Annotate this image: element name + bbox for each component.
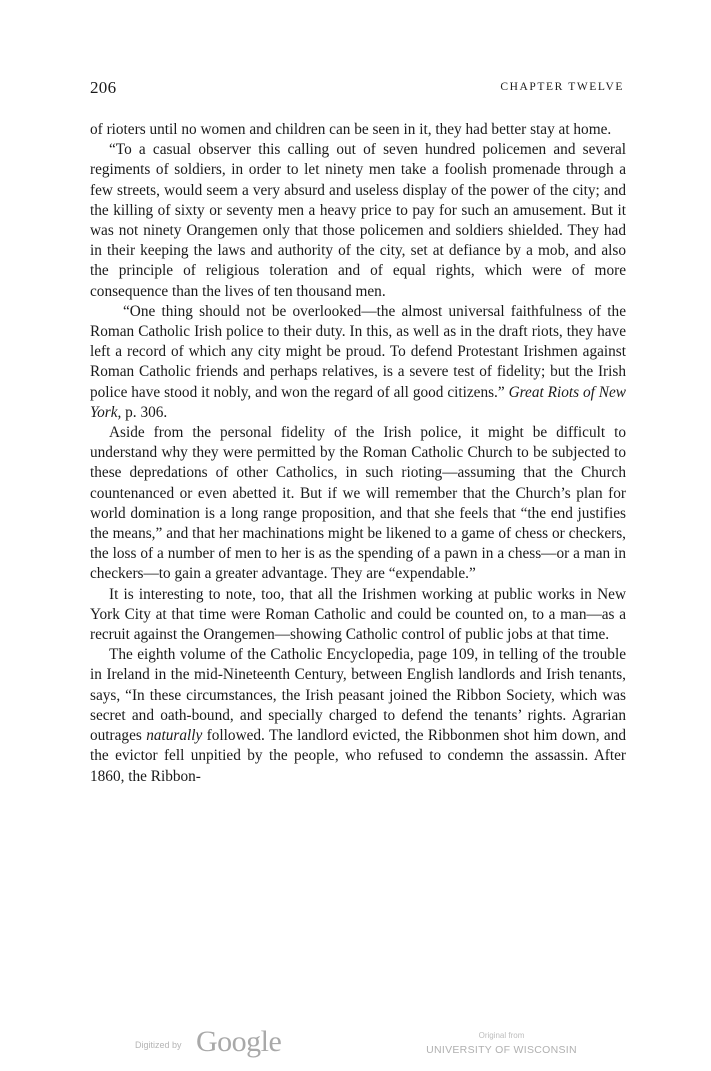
- paragraph: [90, 302, 626, 423]
- institution-name: UNIVERSITY OF WISCONSIN: [426, 1044, 577, 1056]
- paragraph: of rioters until no women and children can be seen in it, they had better stay at home.: [90, 121, 612, 138]
- emphasized-word: naturally: [146, 727, 203, 745]
- digitization-footer: [0, 1025, 711, 1065]
- quote-text: “One thing should not be overlooked—the almost universal faithfulness of the Roman Catholic Irish police to their duty. In this, as well as in the draft riots, they have left a record of which any city might be proud. To defend Protestant Irishmen against Roman Catholic friends and perhaps relatives, is a severe test of fidelity; but the Irish police have stood it nobly, and won the regard of all good citizens.”: [90, 302, 626, 401]
- page-body: [90, 120, 626, 787]
- source-page: p. 306.: [121, 403, 168, 421]
- paragraph-text: The eighth volume of the Catholic Encyclopedia, page 109, in telling of the trouble in Ireland in the mid-Nineteenth Century, between English landlords and Irish tenants, says, “In these circumstances, the Irish peasant joined the Ribbon Society, which was secret and oath-bound, and specially charged to defend the tenants’ rights. Agrarian outrages: [90, 646, 626, 745]
- google-logo: Google: [196, 1025, 282, 1058]
- original-from-label: Original from: [478, 1031, 525, 1040]
- digitized-by-label: Digitized by: [135, 1040, 182, 1050]
- source-title: Great Riots of New York,: [90, 383, 626, 421]
- paragraph: Aside from the personal fidelity of the Irish police, it might be difficult to understand why they were permitted by the Roman Catholic Church to be subjected to these depredations of other Catholics, in such rioting—assuming that the Church countenanced or even abetted it. But if we will remember that the Church’s plan for world domination is a long range proposition, and that she feels that “the end justifies the means,” and that her machinations might be likened to a game of chess or checkers, the loss of a number of men to her is as the spending of a pawn in a chess—or a man in checkers—to gain a greater advantage. They are “expendable.”: [90, 424, 626, 583]
- paragraph: It is interesting to note, too, that all the Irishmen working at public works in New York City at that time were Roman Catholic and could be counted on, to a man—as a recruit against the Orangemen—showing Catholic control of public jobs at that time.: [90, 585, 626, 644]
- paragraph: “To a casual observer this calling out of seven hundred policemen and several regiments of soldiers, in order to let ninety men take a foolish promenade through a few streets, would seem a very absurd and useless display of the power of the city; and the killing of sixty or seventy men a heavy price to pay for such an amusement. But it was not ninety Orangemen only that those policemen and soldiers shielded. They had in their keeping the laws and authority of the city, set at defiance by a mob, and also the principle of religious toleration and of equal rights, which were of more consequence than the lives of ten thousand men.: [90, 141, 626, 300]
- paragraph: [90, 645, 626, 786]
- paragraph-text: followed. The landlord evicted, the Ribbonmen shot him down, and the evictor fell unpitied by the people, who refused to condemn the assassin. After 1860, the Ribbon-: [90, 727, 626, 785]
- page-number: 206: [90, 78, 117, 97]
- page-header: [90, 78, 624, 102]
- chapter-title: CHAPTER TWELVE: [500, 81, 624, 93]
